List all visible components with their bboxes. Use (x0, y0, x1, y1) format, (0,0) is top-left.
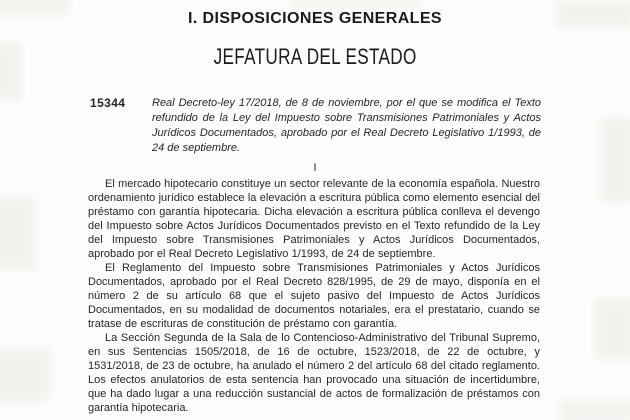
scan-artifact (290, 0, 420, 8)
section-heading: I. DISPOSICIONES GENERALES (187, 10, 442, 27)
paragraph: El Reglamento del Impuesto sobre Transmisiones Patrimoniales y Actos Jurídicos Documentados, aprobado por el Real Decreto 828/1995, de 29 de mayo, disponía en el número 2 de su artículo 68 que el sujeto pasivo del Impuesto de Actos Jurídicos Documentados, en su modalidad de documentos notariales, era el prestatario, cuando se tratase de escrituras de constitución de préstamo con garantía. (88, 262, 540, 330)
body-text (88, 177, 540, 415)
issuing-body-label: JEFATURA DEL ESTADO (213, 44, 417, 69)
scan-artifact (594, 298, 630, 360)
issuing-body-heading (0, 43, 630, 71)
scan-artifact (560, 400, 630, 420)
gazette-entry (90, 96, 541, 156)
paragraph: La Sección Segunda de la Sala de lo Contencioso-Administrativo del Tribunal Supremo, en sus Sentencias 1505/2018, de 16 de octubre, 1523/2018, de 22 de octubre, y 1531/2018, de 23 de octubre, ha anulado el número 2 del artículo 68 del citado reglamento. Los efectos anulatorios de esta sentencia han provocado una situación de incertidumbre, que ha dado lugar a una reducción sustancial de actos de formalización de préstamos con garantía hipotecaria. (88, 332, 540, 414)
entry-title: Real Decreto-ley 17/2018, de 8 de noviembre, por el que se modifica el Texto refundido de la Ley del Impuesto sobre Transmisiones Patrimoniales y Actos Jurídicos Documentados, aprobado por el Real Decreto Legislativo 1/1993, de 24 de septiembre. (152, 97, 541, 154)
entry-number: 15344 (90, 96, 126, 110)
scan-artifact (0, 348, 50, 402)
scan-artifact (0, 198, 36, 270)
section-marker: I (313, 162, 317, 174)
scan-artifact (600, 118, 630, 202)
paragraph: El mercado hipotecario constituye un sector relevante de la economía española. Nuestro ordenamiento jurídico establece la elevación a escritura pública como elemento esencial del préstamo con garantía hipotecaria. Dicha elevación a escritura pública conlleva el devengo del Impuesto sobre Actos Jurídicos Documentados previsto en el Texto refundido de la Ley del Impuesto sobre Transmisiones Patrimoniales y Actos Jurídicos Documentados, aprobado por el Real Decreto Legislativo 1/1993, de 24 de septiembre. (88, 178, 540, 260)
